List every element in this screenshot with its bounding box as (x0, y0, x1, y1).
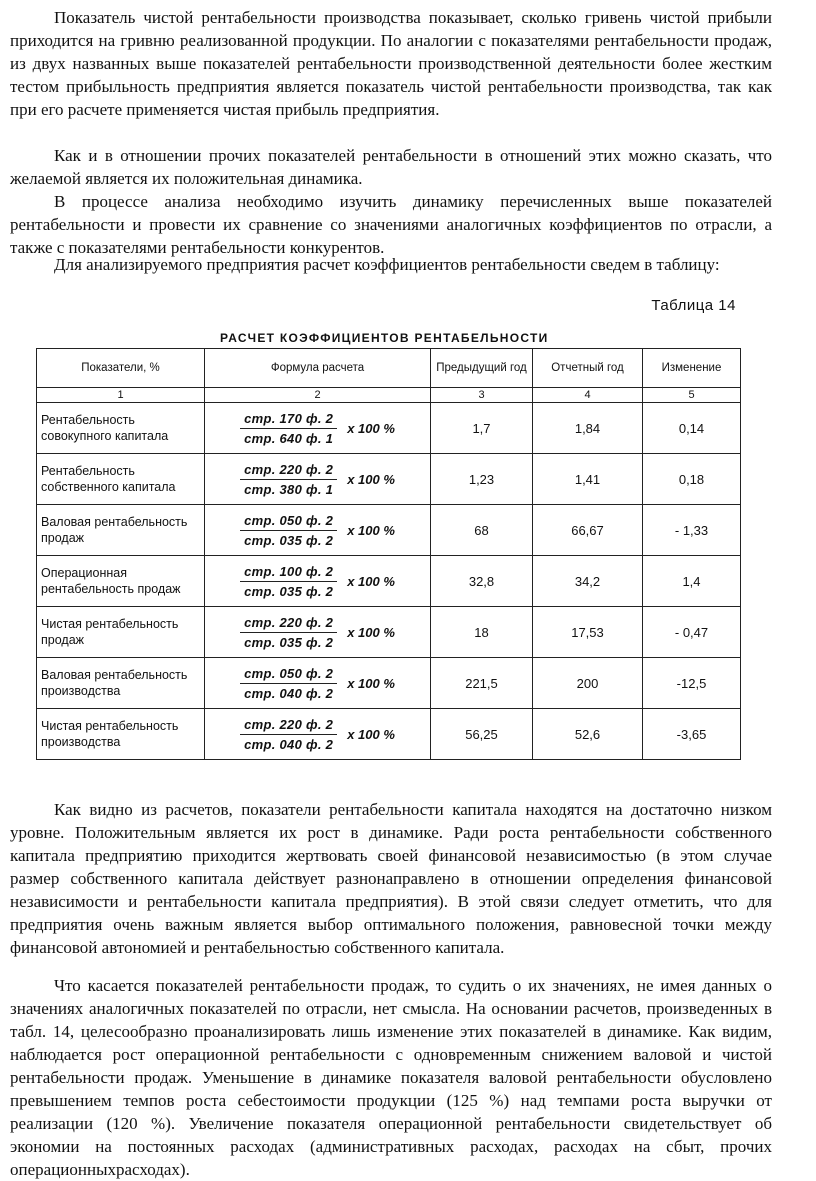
current-year-value: 34,2 (533, 556, 643, 607)
formula-numerator: стр. 050 ф. 2 (240, 513, 337, 531)
formula-multiplier: x 100 % (347, 624, 395, 640)
formula (209, 615, 426, 650)
formula (209, 513, 426, 548)
header-formula: Формула расчета (205, 349, 431, 388)
formula-cell (205, 505, 431, 556)
paragraph-net-production-profitability: Показатель чистой рентабельности производства показывает, сколько гривень чистой прибыли приходится на гривню реализованной продукции. По аналогии с показателями рентабельности продаж, из двух названных выше показателей рентабельности производственной деятельности более жестким тестом прибыльность предприятия является показатель чистой рентабельности производства, так как при его расчете применяется чистая прибыль предприятия. (10, 8, 772, 119)
table-row (37, 505, 741, 556)
formula (209, 462, 426, 497)
indicator-name: Чистая рентабельность производства (37, 709, 205, 760)
column-number: 4 (533, 388, 643, 403)
formula-denominator: стр. 040 ф. 2 (244, 685, 334, 701)
formula-numerator: стр. 220 ф. 2 (240, 717, 337, 735)
formula-denominator: стр. 640 ф. 1 (244, 430, 334, 446)
formula-numerator: стр. 050 ф. 2 (240, 666, 337, 684)
header-change: Изменение (643, 349, 741, 388)
table-header-row (37, 349, 741, 388)
formula-multiplier: x 100 % (347, 675, 395, 691)
formula (209, 666, 426, 701)
current-year-value: 1,84 (533, 403, 643, 454)
profitability-table (36, 348, 741, 760)
column-number: 1 (37, 388, 205, 403)
formula-multiplier: x 100 % (347, 471, 395, 487)
current-year-value: 1,41 (533, 454, 643, 505)
indicator-name: Валовая рентабельность продаж (37, 505, 205, 556)
change-value: - 0,47 (643, 607, 741, 658)
change-value: - 1,33 (643, 505, 741, 556)
formula (209, 717, 426, 752)
formula-denominator: стр. 380 ф. 1 (244, 481, 334, 497)
indicator-name: Операционная рентабельность продаж (37, 556, 205, 607)
column-number: 3 (431, 388, 533, 403)
fraction (240, 615, 337, 650)
table-row (37, 709, 741, 760)
fraction (240, 513, 337, 548)
formula-cell (205, 403, 431, 454)
change-value: 0,14 (643, 403, 741, 454)
header-current-year: Отчетный год (533, 349, 643, 388)
fraction (240, 564, 337, 599)
formula-cell (205, 556, 431, 607)
fraction (240, 717, 337, 752)
table-row (37, 403, 741, 454)
fraction (240, 411, 337, 446)
table-caption: Таблица 14 (651, 297, 736, 314)
change-value: 0,18 (643, 454, 741, 505)
column-number-row (37, 388, 741, 403)
formula-numerator: стр. 170 ф. 2 (240, 411, 337, 429)
previous-year-value: 221,5 (431, 658, 533, 709)
fraction (240, 666, 337, 701)
current-year-value: 17,53 (533, 607, 643, 658)
table-body (37, 403, 741, 760)
header-previous-year: Предыдущий год (431, 349, 533, 388)
change-value: -12,5 (643, 658, 741, 709)
column-number: 5 (643, 388, 741, 403)
current-year-value: 66,67 (533, 505, 643, 556)
table-row (37, 658, 741, 709)
previous-year-value: 1,23 (431, 454, 533, 505)
formula-numerator: стр. 220 ф. 2 (240, 462, 337, 480)
indicator-name: Валовая рентабельность производства (37, 658, 205, 709)
change-value: -3,65 (643, 709, 741, 760)
paragraph-positive-dynamics: Как и в отношении прочих показателей рентабельности в отношений этих можно сказать, что желаемой является их положительная динамика. (10, 146, 772, 188)
column-number: 2 (205, 388, 431, 403)
table-row (37, 607, 741, 658)
paragraph-analysis-process: В процессе анализа необходимо изучить динамику перечисленных выше показателей рентабельности и провести их сравнение со значениями аналогичных коэффициентов по отрасли, а также с показателями рентабельности конкурентов. (10, 192, 772, 257)
formula-numerator: стр. 100 ф. 2 (240, 564, 337, 582)
previous-year-value: 32,8 (431, 556, 533, 607)
formula-multiplier: x 100 % (347, 420, 395, 436)
formula-denominator: стр. 035 ф. 2 (244, 634, 334, 650)
previous-year-value: 68 (431, 505, 533, 556)
change-value: 1,4 (643, 556, 741, 607)
previous-year-value: 18 (431, 607, 533, 658)
paragraph-sales-profitability: Что касается показателей рентабельности продаж, то судить о их значениях, не имея данных о значениях аналогичных показателей по отрасли, нет смысла. На основании расчетов, произведенных в табл. 14, целесообразно проанализировать лишь изменение этих показателей в динамике. Как видим, наблюдается рост операционной рентабельности с одновременным снижением валовой и чистой рентабельности продаж. Уменьшение в динамике показателя валовой рентабельности обусловлено превышением темпов роста себестоимости продукции (125 %) над темпами роста выручки от реализации (120 %). Увеличение показателя операционной рентабельности свидетельствует об экономии на постоянных расходах (административных расходах, расходах на сбыт, прочих операционныхрасходах). (10, 976, 772, 1179)
current-year-value: 200 (533, 658, 643, 709)
table-row (37, 556, 741, 607)
formula-cell (205, 709, 431, 760)
formula (209, 564, 426, 599)
formula-multiplier: x 100 % (347, 726, 395, 742)
table-row (37, 454, 741, 505)
formula-denominator: стр. 035 ф. 2 (244, 532, 334, 548)
formula-cell (205, 607, 431, 658)
previous-year-value: 56,25 (431, 709, 533, 760)
paragraph-capital-profitability: Как видно из расчетов, показатели рентабельности капитала находятся на достаточно низком уровне. Положительным является их рост в динамике. Ради роста рентабельности собственного капитала предприятию приходится жертвовать своей финансовой независимостью (в этом случае размер собственного капитала действует разнонаправлено в отношении определения финансовой независимости и рентабельности капитала предприятия). В этой связи следует отметить, что для предприятия очень важным является выбор оптимального положения, равновесной точки между финансовой автономией и рентабельностью собственного капитала. (10, 800, 772, 957)
formula (209, 411, 426, 446)
indicator-name: Рентабельность собственного капитала (37, 454, 205, 505)
current-year-value: 52,6 (533, 709, 643, 760)
formula-denominator: стр. 040 ф. 2 (244, 736, 334, 752)
formula-cell (205, 454, 431, 505)
fraction (240, 462, 337, 497)
paragraph-table-intro: Для анализируемого предприятия расчет коэффициентов рентабельности сведем в таблицу: (54, 255, 720, 274)
formula-cell (205, 658, 431, 709)
table-title: РАСЧЕТ КОЭФФИЦИЕНТОВ РЕНТАБЕЛЬНОСТИ (220, 331, 549, 345)
header-indicator: Показатели, % (37, 349, 205, 388)
formula-multiplier: x 100 % (347, 573, 395, 589)
formula-numerator: стр. 220 ф. 2 (240, 615, 337, 633)
formula-multiplier: x 100 % (347, 522, 395, 538)
previous-year-value: 1,7 (431, 403, 533, 454)
indicator-name: Чистая рентабельность продаж (37, 607, 205, 658)
indicator-name: Рентабельность совокупного капитала (37, 403, 205, 454)
formula-denominator: стр. 035 ф. 2 (244, 583, 334, 599)
